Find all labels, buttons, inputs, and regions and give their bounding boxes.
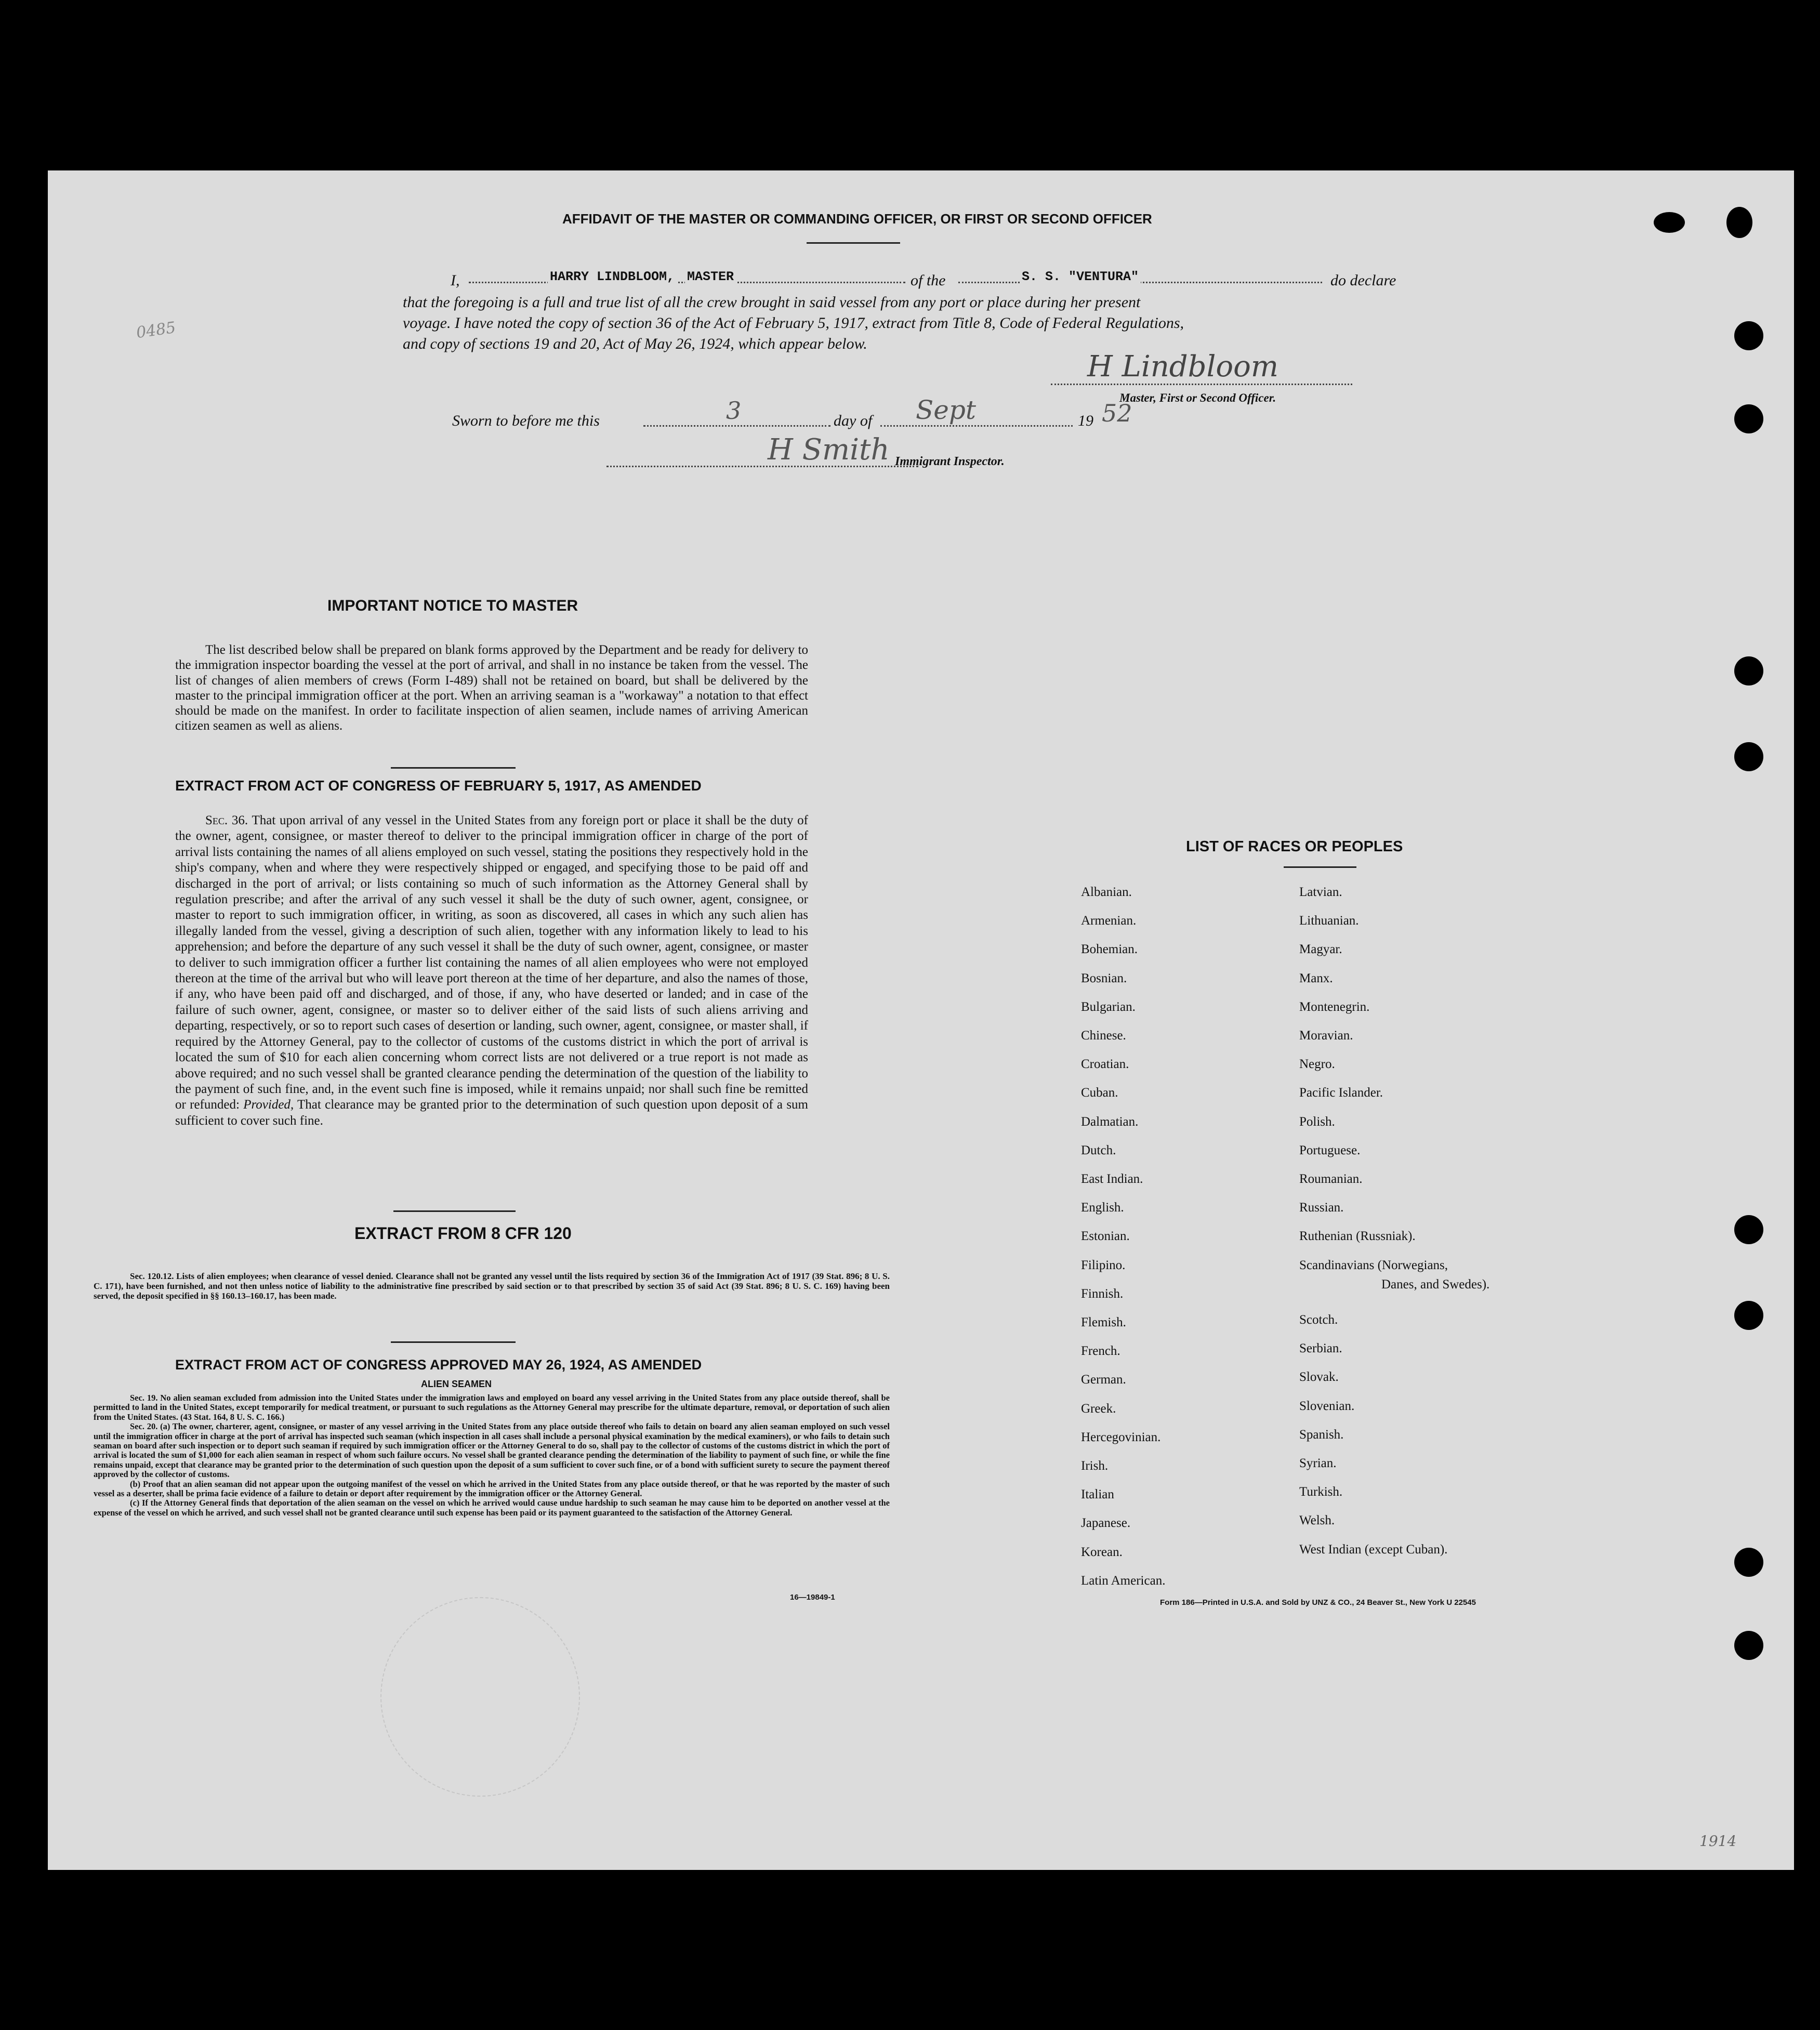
master-signature: H Lindbloom [1087, 350, 1278, 384]
race-item: Korean. [1081, 1545, 1123, 1559]
act1917-proviso-word: Provided, [243, 1098, 294, 1112]
race-item: Danes, and Swedes). [1381, 1277, 1490, 1291]
act1924-sec19: Sec. 19. No alien seaman excluded from admission into the United States under the immigration laws and employed on board any vessel arriving in the United States from any place outside thereof, shall be permitted to land in the United States, except temporarily for medical treatment, or pursuant to such regulations as the Attorney General may prescribe for the ultimate departure, removal, or deportation of such alien from the United States. (43 Stat. 164, 8 U. S. C. 166.) [94, 1393, 890, 1422]
races-rule [1284, 866, 1356, 868]
sworn-label: Sworn to before me this [452, 412, 600, 429]
master-signature-line [1051, 384, 1352, 385]
race-item: West Indian (except Cuban). [1299, 1542, 1448, 1557]
master-caption: Master, First or Second Officer. [1119, 391, 1276, 404]
act1917-body [175, 813, 808, 1129]
of-the-label: of the [911, 272, 946, 289]
race-item: Bulgarian. [1081, 999, 1136, 1014]
race-item: Slovak. [1299, 1370, 1339, 1385]
act1917-sec: Sec. 36. [205, 813, 248, 827]
race-item: Syrian. [1299, 1456, 1337, 1470]
punch-hole [1734, 1301, 1763, 1330]
race-item: Italian [1081, 1487, 1114, 1502]
section-rule [393, 1210, 516, 1212]
race-item: French. [1081, 1344, 1120, 1359]
race-item: Japanese. [1081, 1516, 1131, 1531]
race-item: Serbian. [1299, 1341, 1342, 1356]
race-item: Cuban. [1081, 1086, 1118, 1100]
race-item: English. [1081, 1201, 1124, 1215]
year-prefix: 19 [1078, 412, 1093, 429]
race-item: Turkish. [1299, 1485, 1343, 1499]
race-item: Ruthenian (Russniak). [1299, 1229, 1416, 1244]
race-item: East Indian. [1081, 1172, 1143, 1186]
affidavit-line-2: that the foregoing is a full and true list of all the crew brought in said vessel from any port or place during her present [403, 294, 1141, 311]
race-item: Filipino. [1081, 1258, 1126, 1272]
section-rule [391, 767, 516, 769]
cfr-heading: EXTRACT FROM 8 CFR 120 [354, 1224, 572, 1243]
race-item: Portuguese. [1299, 1143, 1361, 1157]
master-rank: MASTER [685, 269, 736, 284]
vessel-name: S. S. "VENTURA" [1020, 269, 1141, 284]
sworn-year: 52 [1102, 399, 1132, 427]
race-item: Dalmatian. [1081, 1114, 1139, 1129]
punch-hole [1734, 1548, 1763, 1577]
race-item: Croatian. [1081, 1057, 1129, 1072]
race-item: Slovenian. [1299, 1399, 1355, 1413]
act1924-sec20a: Sec. 20. (a) The owner, charterer, agent, consignee, or master of any vessel arriving in the United States from any place outside thereof who fails to detain on board any alien seaman employed on such vessel until the immigration officer in charge at the port of arrival has inspected such seaman (which inspection in all cases shall include a personal physical examination by the medical examiners), or who fails to detain such seaman on board after such inspection or to deport such seaman if required by such immigration officer or the Attorney General to do so, shall pay to the collector of customs of the customs district in which the port of arrival is located the sum of $1,000 for each alien seaman in respect of whom such failure occurs. No vessel shall be granted clearance pending the determination of the liability to payment of such fine, or while the fine remains unpaid, except that clearance may be granted prior to the determination of such question upon the deposit of a sum sufficient to cover such fine, or of a bond with sufficient surety to secure the payment thereof approved by the collector of customs. [94, 1421, 890, 1480]
race-item: Scandinavians (Norwegians, [1299, 1258, 1448, 1272]
master-name: HARRY LINDBLOOM, [548, 269, 677, 284]
race-item: Scotch. [1299, 1313, 1338, 1327]
race-item: Bosnian. [1081, 971, 1127, 985]
inspector-caption: Immigrant Inspector. [895, 455, 1005, 468]
race-item: Lithuanian. [1299, 914, 1359, 928]
race-item: Montenegrin. [1299, 999, 1370, 1014]
races-heading: LIST OF RACES OR PEOPLES [1186, 838, 1403, 855]
race-item: Albanian. [1081, 885, 1132, 899]
race-item: Magyar. [1299, 942, 1342, 957]
race-item: Greek. [1081, 1401, 1116, 1416]
do-declare-label: do declare [1330, 272, 1396, 289]
race-item: Estonian. [1081, 1229, 1130, 1244]
punch-hole [1726, 207, 1752, 238]
act1924-subheading: ALIEN SEAMEN [421, 1379, 492, 1389]
punch-hole [1734, 321, 1763, 350]
corner-mark: 1914 [1699, 1833, 1737, 1850]
form-code: 16—19849-1 [790, 1593, 835, 1602]
manifest-page [48, 170, 1794, 1870]
race-item: Manx. [1299, 971, 1333, 985]
race-item: German. [1081, 1373, 1126, 1387]
punch-hole [1734, 1215, 1763, 1244]
race-item: Latin American. [1081, 1573, 1166, 1588]
race-item: Hercegovinian. [1081, 1430, 1161, 1444]
race-item: Roumanian. [1299, 1172, 1363, 1186]
affidavit-line-3: voyage. I have noted the copy of section 36 of the Act of February 5, 1917, extract from Title 8, Code of Federal Regulations, [403, 314, 1184, 332]
affidavit-line-4: and copy of sections 19 and 20, Act of May 26, 1924, which appear below. [403, 335, 867, 352]
race-item: Irish. [1081, 1459, 1109, 1473]
race-item: Flemish. [1081, 1315, 1126, 1329]
punch-hole [1734, 742, 1763, 771]
race-item: Russian. [1299, 1201, 1344, 1215]
act1917-text: That upon arrival of any vessel in the United States from any foreign port or place it shall be the duty of the owner, agent, consignee, or master thereof to deliver to the principal immigration officer in charge of the port of arrival lists containing the names of all aliens employed on such vessel, stating the positions they respectively hold in the ship's company, when and where they were respectively shipped or engaged, and specifying those to be paid off and discharged in the port of arrival; or lists containing so much of such information as the Attorney General shall by regulation prescribe; and after the arrival of any such vessel it shall be the duty of such owner, agent, consignee, or master to report to such immigration officer, in writing, as soon as discovered, all cases in which any such alien has illegally landed from the vessel, giving a description of such alien, together with any information likely to lead to his apprehension; and before the departure of any such vessel it shall be the duty of such owner, agent, consignee, or master to deliver to such immigration officer a further list containing the names of all alien employees who were not employed thereon at the time of the arrival but who will leave port thereon at the time of her departure, and also the names of those, if any, who have been paid off and discharged, and of those, if any, who have deserted or landed; and in case of the failure of such owner, agent, consignee, or master so to deliver either of the said lists of such aliens arriving and departing, respectively, or so to report such cases of desertion or landing, such owner, agent, consignee, or master shall, if required by the Attorney General, pay to the collector of customs of the customs district in which the port of arrival is located the sum of $10 for each alien concerning whom correct lists are not delivered or a true report is not made as above required; and no such vessel shall be granted clearance pending the determination of the question of the liability to the payment of such fine, and, in the event such fine is imposed, while it remains unpaid; nor shall such fine be remitted or refunded: [175, 813, 809, 1112]
day-line [643, 425, 830, 427]
race-item: Latvian. [1299, 885, 1342, 899]
act1924-body [94, 1393, 890, 1518]
punch-hole [1734, 656, 1763, 686]
race-item: Spanish. [1299, 1427, 1344, 1442]
day-of-label: day of [834, 412, 873, 429]
month-line [880, 425, 1073, 427]
sworn-month: Sept [916, 395, 976, 425]
punch-hole [1734, 404, 1763, 433]
notice-heading: IMPORTANT NOTICE TO MASTER [327, 597, 578, 614]
i-label: I, [451, 272, 460, 289]
race-item: Welsh. [1299, 1513, 1335, 1528]
race-item: Bohemian. [1081, 942, 1138, 957]
act1924-heading: EXTRACT FROM ACT OF CONGRESS APPROVED MAY 26, 1924, AS AMENDED [175, 1357, 702, 1373]
race-item: Dutch. [1081, 1143, 1116, 1157]
act1917-proviso: That clearance may be granted prior to the determination of such question upon deposit of a sum sufficient to cover such fine. [175, 1098, 808, 1128]
margin-note: 0485 [135, 318, 177, 342]
race-item: Chinese. [1081, 1029, 1126, 1043]
punch-hole [1734, 1631, 1763, 1660]
section-rule [391, 1341, 516, 1343]
race-item: Pacific Islander. [1299, 1086, 1383, 1100]
race-item: Polish. [1299, 1114, 1335, 1129]
act1917-heading: EXTRACT FROM ACT OF CONGRESS OF FEBRUARY 5, 1917, AS AMENDED [175, 777, 702, 794]
act1924-sec20c: (c) If the Attorney General finds that deportation of the alien seaman on the vessel on which he arrived would cause undue hardship to such seaman he may cause him to be deported on another vessel at the expense of the vessel on which he arrived, and such vessel shall not be granted clearance until such expense has been paid or its payment guaranteed to the satisfaction of the Attorney General. [94, 1498, 890, 1518]
form-imprint: Form 186—Printed in U.S.A. and Sold by UNZ & CO., 24 Beaver St., New York U 22545 [1160, 1598, 1476, 1607]
race-item: Armenian. [1081, 914, 1137, 928]
inspector-signature: H Smith [768, 433, 890, 467]
act1924-sec20b: (b) Proof that an alien seaman did not appear upon the outgoing manifest of the vessel on which he arrived in the United States from any place outside thereof, or that he was reported by the master of such vessel as a deserter, shall be prima facie evidence of a failure to detain or deport after requirement by the immigration officer or the Attorney General. [94, 1479, 890, 1499]
notice-body: The list described below shall be prepared on blank forms approved by the Department and be ready for delivery to the immigration inspector boarding the vessel at the port of arrival, and shall in no instance be taken from the vessel. The list of changes of alien members of crews (Form I-489) shall not be retained on board, but shall be delivered by the master to the principal immigration officer at the port. When an arriving seaman is a "workaway" a notation to that effect should be made on the manifest. In order to facilitate inspection of alien seamen, include names of arriving American citizen seamen as well as aliens. [175, 643, 808, 733]
race-item: Moravian. [1299, 1029, 1353, 1043]
race-item: Finnish. [1081, 1286, 1124, 1301]
faded-stamp [380, 1597, 580, 1797]
heading-rule [807, 242, 900, 244]
sworn-day: 3 [726, 397, 742, 425]
cfr-body: Sec. 120.12. Lists of alien employees; when clearance of vessel denied. Clearance shall not be granted any vessel until the lists required by section 36 of the Immigration Act of 1917 (39 Stat. 896; 8 U. S. C. 171), have been furnished, and not then unless notice of liability to the administrative fine prescribed by said section or to that prescribed by section 35 of said Act (39 Stat. 896; 8 U. S. C. 169) having been served, the deposit specified in §§ 160.13–160.17, has been made. [94, 1271, 890, 1301]
affidavit-heading: AFFIDAVIT OF THE MASTER OR COMMANDING OFFICER, OR FIRST OR SECOND OFFICER [562, 211, 1152, 227]
punch-hole [1654, 212, 1685, 233]
race-item: Negro. [1299, 1057, 1335, 1072]
